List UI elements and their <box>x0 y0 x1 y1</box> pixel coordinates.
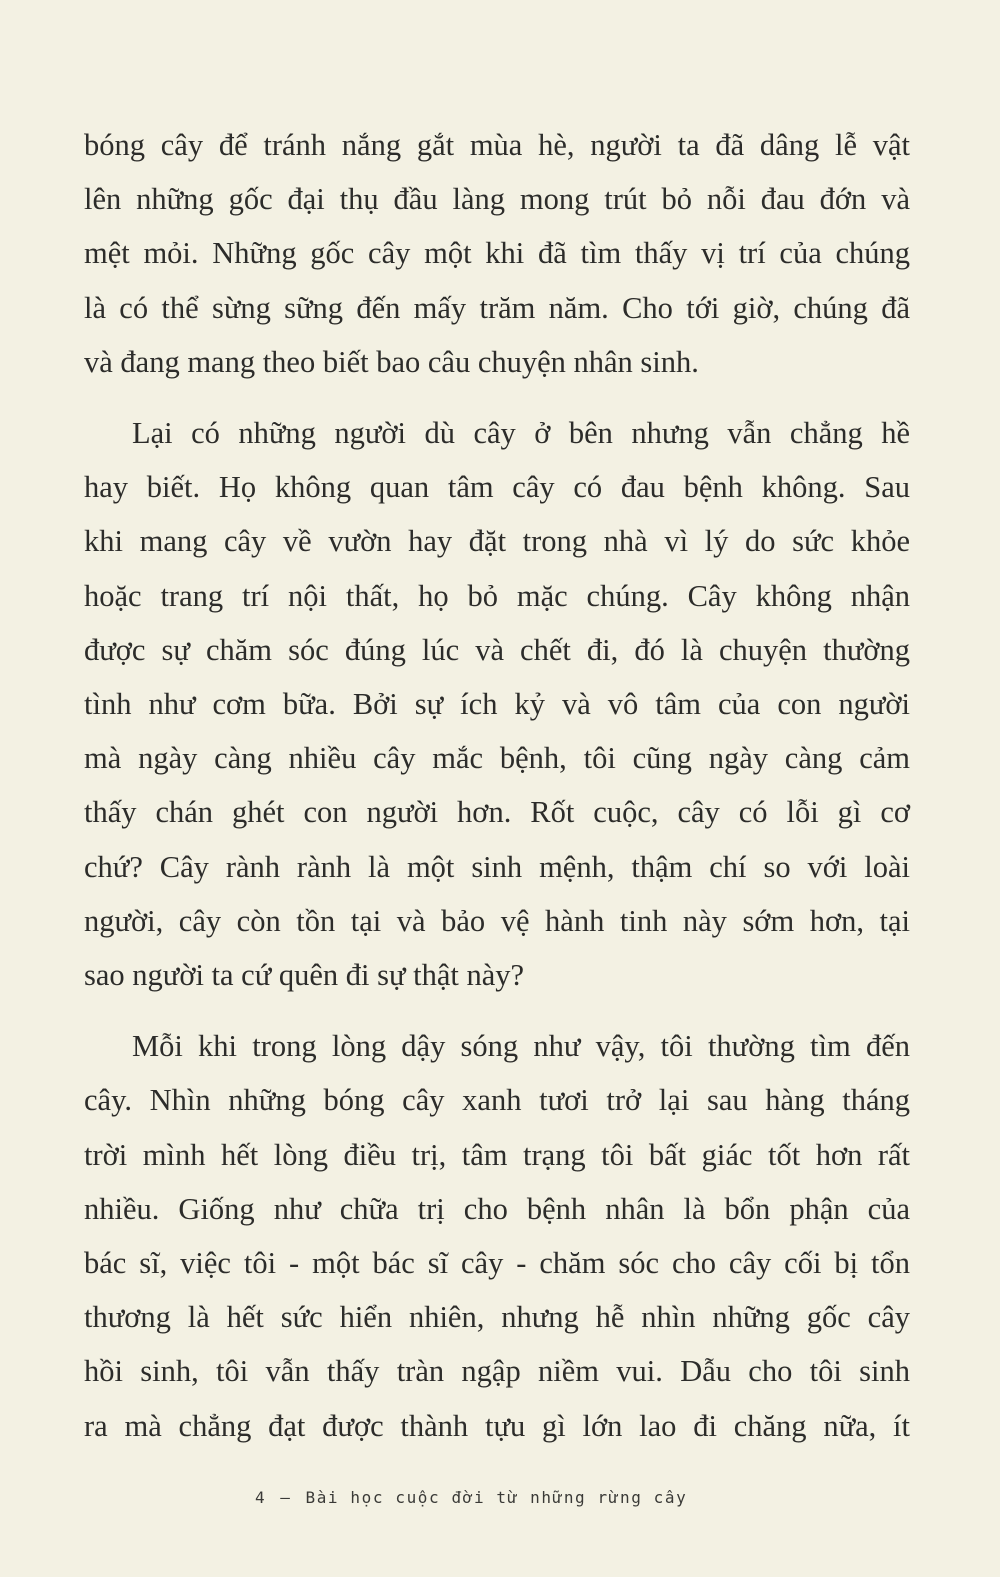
text-line: chứ? Cây rành rành là một sinh mệnh, thậm chí so với loài <box>84 849 910 884</box>
paragraph-3 <box>84 1019 910 1453</box>
text-line: mà ngày càng nhiều cây mắc bệnh, tôi cũng ngày càng cảm <box>84 741 910 776</box>
text-line: sao người ta cứ quên đi sự thật này? <box>84 958 525 993</box>
footer-separator: – <box>280 1488 292 1507</box>
text-line: nhiều. Giống như chữa trị cho bệnh nhân là bổn phận của <box>84 1191 910 1226</box>
text-line: thương là hết sức hiển nhiên, nhưng hễ nhìn những gốc cây <box>84 1300 910 1335</box>
text-line: hay biết. Họ không quan tâm cây có đau bệnh không. Sau <box>84 470 910 505</box>
paragraph-2 <box>84 406 910 1002</box>
text-line: mệt mỏi. Những gốc cây một khi đã tìm thấy vị trí của chúng <box>84 236 910 271</box>
text-line: trời mình hết lòng điều trị, tâm trạng tôi bất giác tốt hơn rất <box>84 1137 910 1172</box>
text-line: Lại có những người dù cây ở bên nhưng vẫn chẳng hề <box>132 416 910 451</box>
text-line: Mỗi khi trong lòng dậy sóng như vậy, tôi thường tìm đến <box>132 1029 910 1064</box>
page-number: 4 <box>255 1488 267 1507</box>
text-line: người, cây còn tồn tại và bảo vệ hành tinh này sớm hơn, tại <box>84 903 910 938</box>
text-line: lên những gốc đại thụ đầu làng mong trút bỏ nỗi đau đớn và <box>84 182 910 217</box>
text-line: bóng cây để tránh nắng gắt mùa hè, người ta đã dâng lễ vật <box>84 128 910 162</box>
text-line: hồi sinh, tôi vẫn thấy tràn ngập niềm vui. Dẫu cho tôi sinh <box>84 1354 910 1389</box>
text-line: cây. Nhìn những bóng cây xanh tươi trở lại sau hàng tháng <box>84 1083 910 1118</box>
text-line: được sự chăm sóc đúng lúc và chết đi, đó là chuyện thường <box>84 632 910 667</box>
body-text <box>84 118 910 1470</box>
text-line: tình như cơm bữa. Bởi sự ích kỷ và vô tâm của con người <box>84 687 910 722</box>
page-footer <box>255 1488 687 1507</box>
running-title: Bài học cuộc đời từ những rừng cây <box>305 1488 688 1507</box>
text-line: bác sĩ, việc tôi - một bác sĩ cây - chăm sóc cho cây cối bị tổn <box>84 1246 910 1281</box>
text-line: và đang mang theo biết bao câu chuyện nhân sinh. <box>84 344 699 379</box>
text-line: khi mang cây về vườn hay đặt trong nhà vì lý do sức khỏe <box>84 524 910 559</box>
text-line: ra mà chẳng đạt được thành tựu gì lớn lao đi chăng nữa, ít <box>84 1408 910 1443</box>
text-line: hoặc trang trí nội thất, họ bỏ mặc chúng. Cây không nhận <box>84 578 910 613</box>
text-line: thấy chán ghét con người hơn. Rốt cuộc, cây có lỗi gì cơ <box>84 795 910 830</box>
paragraph-1 <box>84 118 910 389</box>
text-line: là có thể sừng sững đến mấy trăm năm. Cho tới giờ, chúng đã <box>84 290 910 325</box>
